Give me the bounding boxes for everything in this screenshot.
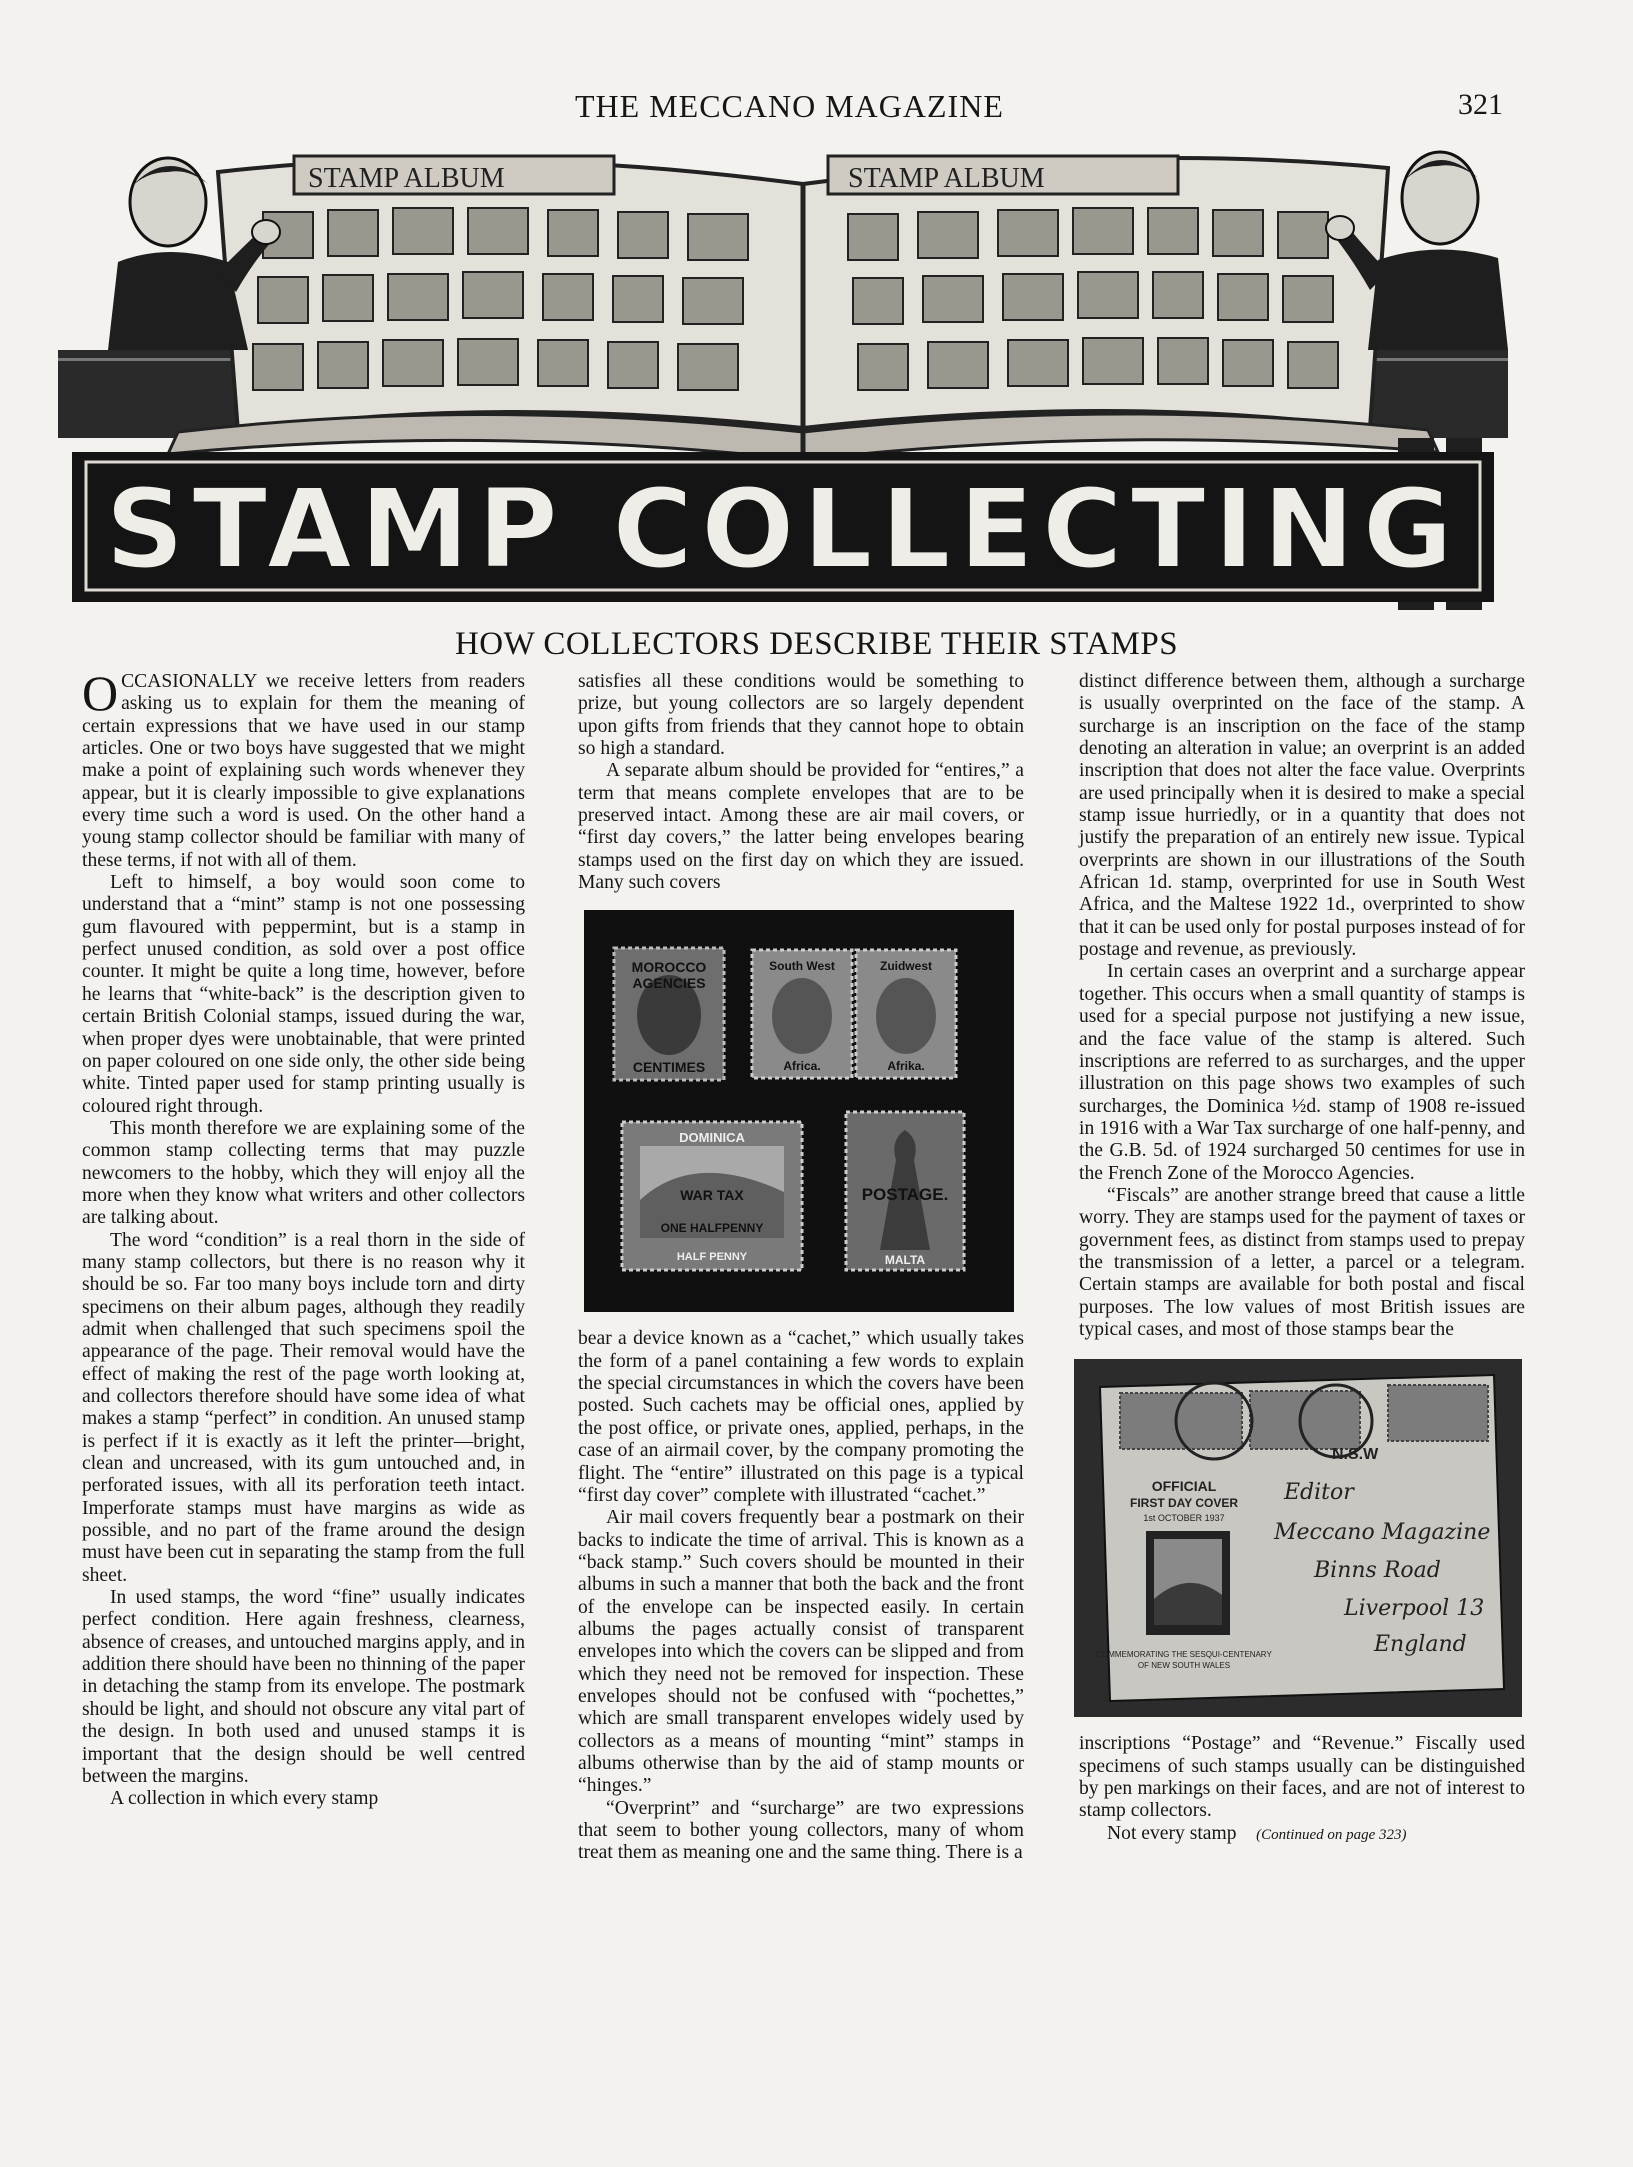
malta-overprint: POSTAGE.	[861, 1185, 949, 1205]
cachet-footer-2: OF NEW SOUTH WALES	[1137, 1661, 1231, 1671]
paragraph: Air mail covers frequently bear a postmark on their backs to indicate the time of arrival. This is known as a “back stamp.” Such covers should be mounted in their albums in such a manner that both the back and the front of the envelope can be inspected easily. In certain albums the pages actually consist of transparent envelopes into which the covers can be slipped and from which they need not be removed for inspection. These envelopes should not be confused with “pochettes,” which are small transparent envelopes widely used by collectors as a means of mounting “mint” stamps in albums otherwise than by the aid of stamp mounts or “hinges.”	[578, 1507, 1024, 1797]
article-headline: HOW COLLECTORS DESCRIBE THEIR STAMPS	[454, 626, 1179, 662]
paragraph: This month therefore we are explaining some of the common stamp collecting terms that may puzzle newcomers to the hobby, which they will enjoy all the more when they know what writers and other collectors are talking about.	[82, 1117, 525, 1229]
morocco-overprint-2: AGENCIES	[632, 975, 706, 992]
paragraph: The word “condition” is a real thorn in the side of many stamp collectors, but there is no reason why it should be so. Far too many boys include torn and dirty specimens on their album pages, although they readily admit when challenged that such specimens spoil the appearance of the page. Their removal would have the effect of making the rest of the page worth looking at, and collectors therefore should have some idea of what makes a stamp “perfect” in condition. An unused stamp is perfect if it is exactly as it left the printer—bright, clean and uncreased, with its gum untouched and, in perforated issues, with all its perforation teeth intact. Imperforate stamps must have margins as wide as possible, and no part of the frame around the design must have been cut in separating the stamp from the full sheet.	[82, 1229, 525, 1586]
address-line-2: Meccano Magazine	[1274, 1520, 1491, 1546]
paragraph: satisfies all these conditions would be something to prize, but young collectors are so largely dependent upon gifts from friends that they cannot hope to obtain so high a standard.	[578, 671, 1024, 760]
paragraph: distinct difference between them, although a surcharge is usually overprinted on the face of the stamp. A surcharge is an inscription on the face of the stamp denoting an alteration in value; an overprint is an added inscription that does not alter the face value. Overprints are used principally when it is desired to make a special stamp issue hurriedly, or in a quantity that does not justify the preparation of an entirely new issue. Typical overprints are shown in our illustrations of the South African 1d. stamp, overprinted for use in South West Africa, and the Maltese 1922 1d., overprinted to show that it can be used only for postal purposes instead of for postage and revenue, as previously.	[1079, 671, 1525, 961]
dominica-name: DOMINICA	[679, 1130, 745, 1146]
morocco-surcharge: CENTIMES	[632, 1059, 706, 1076]
last-line: Not every stamp	[1107, 1822, 1237, 1844]
drop-cap: O	[82, 665, 119, 721]
album-label-left: STAMP ALBUM	[308, 163, 505, 194]
overprint-stamps-photo	[584, 910, 1014, 1312]
paragraph: bear a device known as a “cachet,” which usually takes the form of a panel containing a few words to explain the special circumstances in which the covers have been posted. Such cachets may be official ones, applied by the post office, or private ones, applied, perhaps, in the case of an airmail cover, by the company promoting the flight. The “entire” illustrated on this page is a typical “first day cover” complete with illustrated “cachet.”	[578, 1328, 1024, 1506]
cachet-line-2: FIRST DAY COVER	[1129, 1496, 1239, 1511]
paragraph: A collection in which every stamp	[110, 1788, 379, 1810]
dominica-war-tax: WAR TAX	[680, 1187, 744, 1204]
paragraph: inscriptions “Postage” and “Revenue.” Fiscally used specimens of such stamps usually can be distinguished by pen markings on their faces, and are not of interest to stamp collectors.	[1079, 1733, 1525, 1822]
first-day-cover-photo	[1074, 1359, 1522, 1717]
address-line-4: Liverpool 13	[1344, 1596, 1485, 1622]
continued-note: (Continued on page 323)	[1256, 1826, 1407, 1843]
address-line-3: Binns Road	[1314, 1558, 1441, 1584]
banner-heading: STAMP COLLECTING	[105, 465, 1461, 593]
paragraph: Left to himself, a boy would soon come to understand that a “mint” stamp is not one possessing gum flavoured with peppermint, but is a stamp in perfect unused condition, as sold over a post office counter. It might be quite a long time, however, before he learns that “white-back” is the description given to certain British Colonial stamps, issued during the war, when proper dyes were unobtainable, that were printed on paper coloured on one side only, the other side being white. Tinted paper used for stamp printing usually is coloured right through.	[82, 872, 525, 1117]
paragraph: In certain cases an overprint and a surcharge appear together. This occurs when a small quantity of stamps is used for a special purpose not justifying a new issue, and the face value of the stamp is altered. Such inscriptions are referred to as surcharges, and the upper illustration on this page shows two examples of such surcharges, the Dominica ½d. stamp of 1908 re-issued in 1916 with a War Tax surcharge of one half-penny, and the G.B. 5d. of 1924 surcharged 50 centimes for use in the French Zone of the Morocco Agencies.	[1079, 961, 1525, 1184]
cachet-line-3: 1st OCTOBER 1937	[1143, 1513, 1225, 1524]
column-1	[82, 665, 525, 1811]
running-header	[0, 88, 1633, 132]
column-3	[1079, 671, 1525, 1846]
paragraph: OCCASIONALLY we receive letters from readers asking us to explain for them the meaning of certain expressions that we have used in our stamp articles. One or two boys have suggested that we might make a point of explaining such words whenever they appear, but it is clearly impossible to give explanations every time such a word is used. On the other hand a young stamp collector should be familiar with many of these terms, if not with all of them.	[82, 665, 525, 871]
paragraph: In used stamps, the word “fine” usually indicates perfect condition. Here again freshness, clearness, absence of creases, and untouched margins apply, and in addition there should have been no thinning of the paper in detaching the stamp from its envelope. The postmark should be light, and should not obscure any vital part of the design. In both used and unused stamps it is important that the design should be well centred between the margins.	[82, 1587, 525, 1787]
sw-africa-overprint-2: Africa.	[783, 1059, 821, 1074]
sw-afrika-overprint-2: Afrika.	[887, 1059, 925, 1074]
paragraph	[1079, 1823, 1525, 1846]
page-number: 321	[1458, 88, 1503, 121]
address-line-1: Editor	[1284, 1480, 1354, 1506]
magazine-title: THE MECCANO MAGAZINE	[575, 88, 1004, 124]
paragraph: “Fiscals” are another strange breed that cause a little worry. They are stamps used for the payment of taxes or government fees, as distinct from stamps used to prepay the transmission of a letter, a parcel or a telegram. Certain stamps are available for both postal and fiscal purposes. The low values of most British issues are typical cases, and most of those stamps bear the	[1079, 1184, 1525, 1340]
malta-name: MALTA	[884, 1253, 926, 1268]
sw-africa-overprint-1: South West	[769, 959, 835, 974]
morocco-overprint-1: MOROCCO	[631, 959, 707, 976]
column-2	[578, 671, 1024, 1865]
dominica-surcharge: ONE HALFPENNY	[660, 1221, 764, 1236]
dominica-value: HALF PENNY	[676, 1251, 748, 1264]
address-line-5: England	[1374, 1632, 1467, 1658]
album-label-right: STAMP ALBUM	[848, 163, 1045, 194]
cachet-footer-1: COMMEMORATING THE SESQUI-CENTENARY	[1096, 1650, 1272, 1660]
banner-illustration	[58, 132, 1508, 610]
sw-afrika-overprint-1: Zuidwest	[879, 959, 933, 974]
postmark-text: N.S.W	[1332, 1446, 1379, 1464]
cachet-line-1: OFFICIAL	[1151, 1478, 1217, 1495]
paragraph: “Overprint” and “surcharge” are two expressions that seem to bother young collectors, many of whom treat them as meaning one and the same thing. There is a	[578, 1797, 1024, 1864]
paragraph: A separate album should be provided for “entires,” a term that means complete envelopes that are to be preserved intact. Among these are air mail covers, or “first day covers,” the latter being envelopes bearing stamps used on the first day on which they are issued. Many such covers	[578, 760, 1024, 894]
